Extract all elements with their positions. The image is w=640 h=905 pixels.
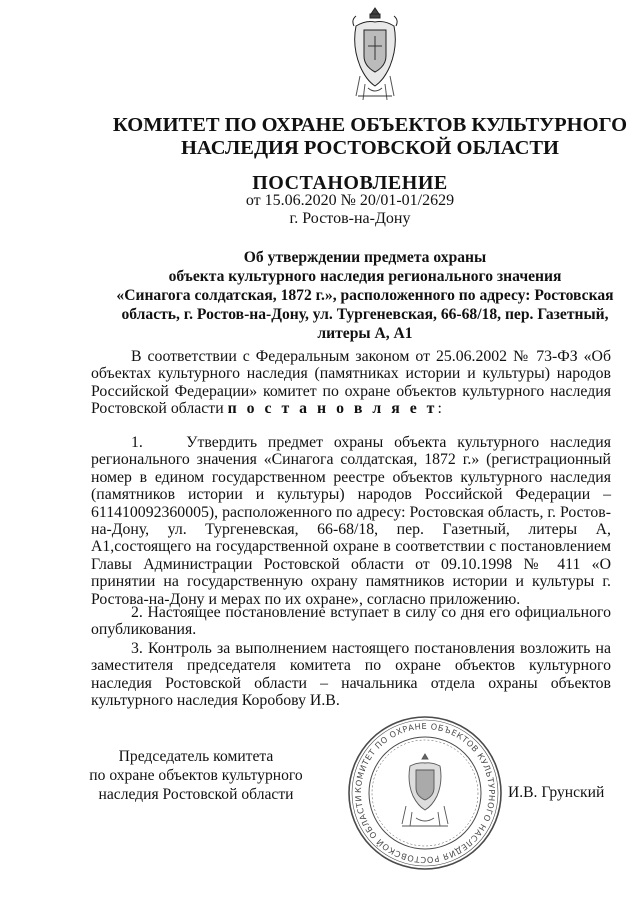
committee-line-2: НАСЛЕДИЯ РОСТОВСКОЙ ОБЛАСТИ <box>180 137 560 159</box>
subject-line-2: объекта культурного наследия регионального значения <box>168 268 562 285</box>
position-line-1: Председатель комитета <box>118 748 274 765</box>
decree-item-3: 3. Контроль за выполнением настоящего постановления возложить на заместителя председателя комитета по охране объектов культурного наследия Ростовской области – начальника отдела охраны объектов культурного наследия Коробову И.В. <box>91 640 611 710</box>
decree-subject <box>100 248 630 343</box>
subject-line-5: литеры А, А1 <box>317 325 413 342</box>
preamble-end: : <box>437 400 442 418</box>
official-seal <box>346 714 504 872</box>
decree-item-1: 1. Утвердить предмет охраны объекта культурного наследия регионального значения «Синагога солдатская, 1872 г.» (регистрационный номер в едином государственном реестре объектов культурного наследия (памятников истории и культуры) народов Российской Федерации – 611410092360005), расположенного по адресу: Ростовская область, г. Ростов-на-Дону, ул. Тургеневская, 66-68/18, пер. Газетный, литеры А, А1,состоящего на государственной охране в соответствии с постановлением Главы Администрации Ростовской области от 09.10.1998 № 411 «О принятии на государственную охрану памятников истории и культуры г. Ростова-на-Дону и мерах по их охране», согласно приложению. <box>91 434 611 608</box>
preamble-paragraph <box>91 348 611 418</box>
decree-title: ПОСТАНОВЛЕНИЕ <box>252 172 448 194</box>
decree-date-number: от 15.06.2020 № 20/01-01/2629 <box>245 192 455 209</box>
committee-line-1: КОМИТЕТ ПО ОХРАНЕ ОБЪЕКТОВ КУЛЬТУРНОГО <box>112 114 628 136</box>
preamble-verb: п о с т а н о в л я е т <box>227 400 438 418</box>
signatory-name: И.В. Грунский <box>508 784 605 801</box>
subject-line-3: «Синагога солдатская, 1872 г.», расположенного по адресу: Ростовская <box>116 287 614 304</box>
position-line-3: наследия Ростовской области <box>98 786 294 803</box>
position-line-2: по охране объектов культурного <box>89 767 303 784</box>
signatory-position <box>86 747 306 804</box>
subject-line-4: область, г. Ростов-на-Дону, ул. Тургеневская, 66-68/18, пер. Газетный, <box>121 306 609 323</box>
preamble-text: В соответствии с Федеральным законом от 25.06.2002 № 73-ФЗ «Об объектах культурного наследия (памятниках истории и культуры) народов Российской Федерации» комитет по охране объектов культурного наследия Ростовской области <box>91 348 611 418</box>
coat-of-arms-emblem <box>350 6 400 106</box>
seal-ring-text: КОМИТЕТ ПО ОХРАНЕ ОБЪЕКТОВ КУЛЬТУРНОГО НАСЛЕДИЯ РОСТОВСКОЙ ОБЛАСТИ <box>352 720 498 866</box>
decree-item-2: 2. Настоящее постановление вступает в силу со дня его официального опубликования. <box>91 604 611 639</box>
decree-city: г. Ростов-на-Дону <box>289 210 411 227</box>
committee-name <box>100 114 640 160</box>
subject-line-1: Об утверждении предмета охраны <box>243 249 487 266</box>
